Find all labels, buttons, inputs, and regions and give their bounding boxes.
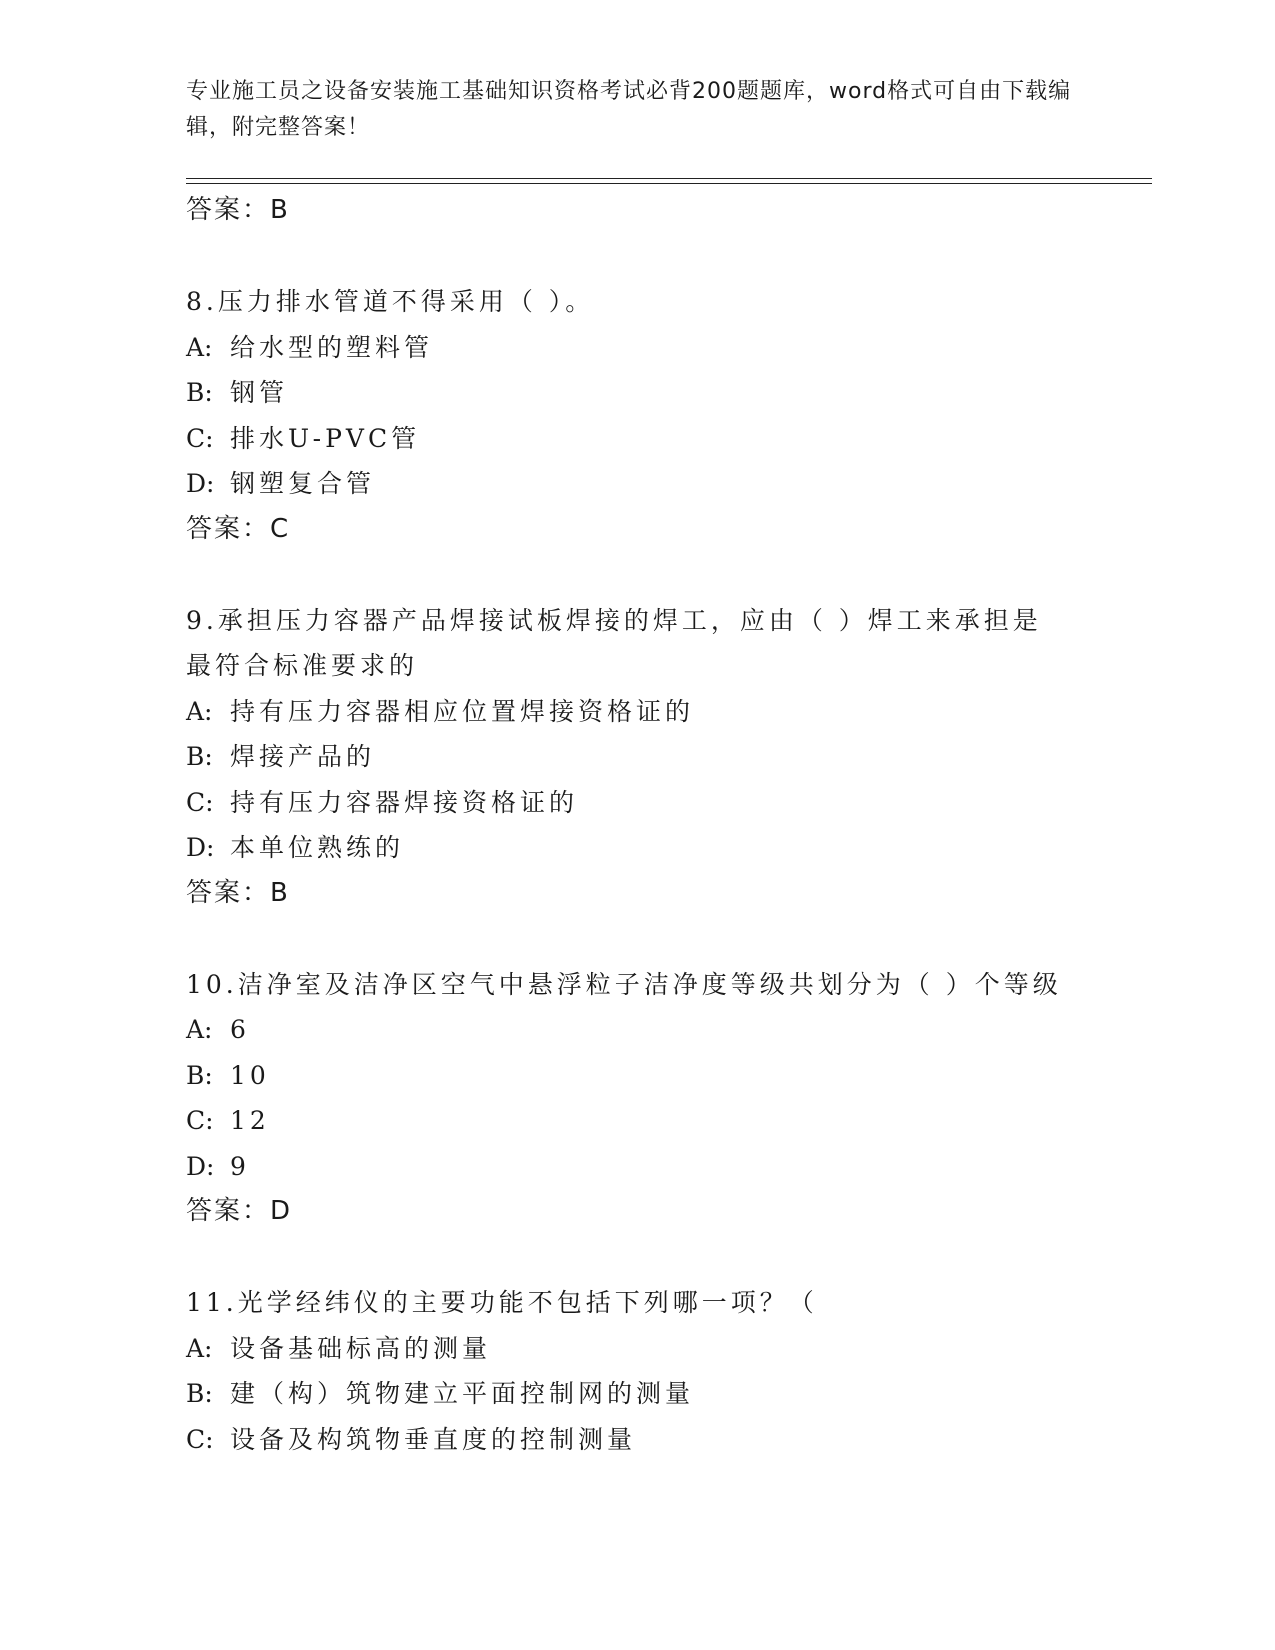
option-d bbox=[186, 461, 1086, 507]
option-a bbox=[186, 1007, 1086, 1053]
option-text: 设备基础标高的测量 bbox=[230, 1333, 492, 1363]
option-text: 10 bbox=[230, 1060, 270, 1090]
option-text: 钢管 bbox=[230, 378, 289, 407]
header-rule-bottom bbox=[186, 183, 1152, 184]
option-c bbox=[186, 1098, 1086, 1144]
option-label: C: bbox=[186, 423, 214, 453]
question-text: 9.承担压力容器产品焊接试板焊接的焊工，应由（ ）焊工来承担是最符合标准要求的 bbox=[186, 605, 1042, 680]
option-b bbox=[186, 370, 1086, 416]
option-text: 6 bbox=[230, 1015, 250, 1044]
question-block bbox=[186, 598, 1086, 917]
question-block bbox=[186, 1280, 1086, 1462]
question-block bbox=[186, 962, 1086, 1235]
option-label: B: bbox=[186, 1379, 213, 1408]
option-text: 持有压力容器焊接资格证的 bbox=[230, 787, 579, 817]
option-b bbox=[186, 1371, 1086, 1417]
option-c bbox=[186, 780, 1086, 826]
option-c bbox=[186, 1417, 1086, 1463]
option-text: 持有压力容器相应位置焊接资格证的 bbox=[230, 696, 695, 726]
option-text: 给水型的塑料管 bbox=[230, 332, 434, 362]
header-rule-top bbox=[186, 178, 1152, 179]
document-header: 专业施工员之设备安装施工基础知识资格考试必背200题题库，word格式可自由下载编辑，附完整答案！ bbox=[186, 79, 1072, 140]
option-text: 本单位熟练的 bbox=[230, 833, 405, 862]
option-text: 排水U-PVC管 bbox=[230, 423, 421, 453]
option-label: C: bbox=[186, 787, 214, 817]
option-d bbox=[186, 825, 1086, 871]
question-text: 11.光学经纬仪的主要功能不包括下列哪一项？（ bbox=[186, 1288, 818, 1317]
option-label: B: bbox=[186, 742, 213, 771]
option-text: 9 bbox=[230, 1151, 250, 1181]
option-label: D: bbox=[186, 1151, 215, 1181]
question-list bbox=[186, 188, 1086, 1462]
option-b bbox=[186, 1053, 1086, 1099]
option-label: B: bbox=[186, 1060, 213, 1090]
option-text: 设备及构筑物垂直度的控制测量 bbox=[230, 1424, 637, 1454]
answer-line: 答案：B bbox=[186, 877, 290, 908]
answer-line: 答案：B bbox=[186, 195, 290, 225]
option-label: D: bbox=[186, 833, 215, 862]
question-text: 8.压力排水管道不得采用（ ）。 bbox=[186, 287, 595, 316]
option-label: A: bbox=[186, 332, 213, 362]
option-text: 12 bbox=[230, 1106, 270, 1135]
option-c bbox=[186, 416, 1086, 462]
option-label: C: bbox=[186, 1106, 214, 1135]
option-label: A: bbox=[186, 1333, 213, 1363]
question-block bbox=[186, 279, 1086, 552]
answer-line: 答案：D bbox=[186, 1196, 293, 1226]
option-label: A: bbox=[186, 1015, 213, 1044]
option-text: 焊接产品的 bbox=[230, 742, 376, 771]
option-text: 钢塑复合管 bbox=[230, 469, 376, 498]
question-text: 10.洁净室及洁净区空气中悬浮粒子洁净度等级共划分为（ ）个等级 bbox=[186, 969, 1062, 999]
option-a bbox=[186, 325, 1086, 371]
option-label: D: bbox=[186, 469, 215, 498]
option-b bbox=[186, 734, 1086, 780]
option-a bbox=[186, 689, 1086, 735]
option-text: 建（构）筑物建立平面控制网的测量 bbox=[230, 1379, 695, 1408]
option-label: B: bbox=[186, 378, 213, 407]
option-d bbox=[186, 1144, 1086, 1190]
option-a bbox=[186, 1326, 1086, 1372]
answer-line: 答案：C bbox=[186, 513, 291, 544]
option-label: A: bbox=[186, 696, 213, 726]
option-label: C: bbox=[186, 1424, 214, 1454]
